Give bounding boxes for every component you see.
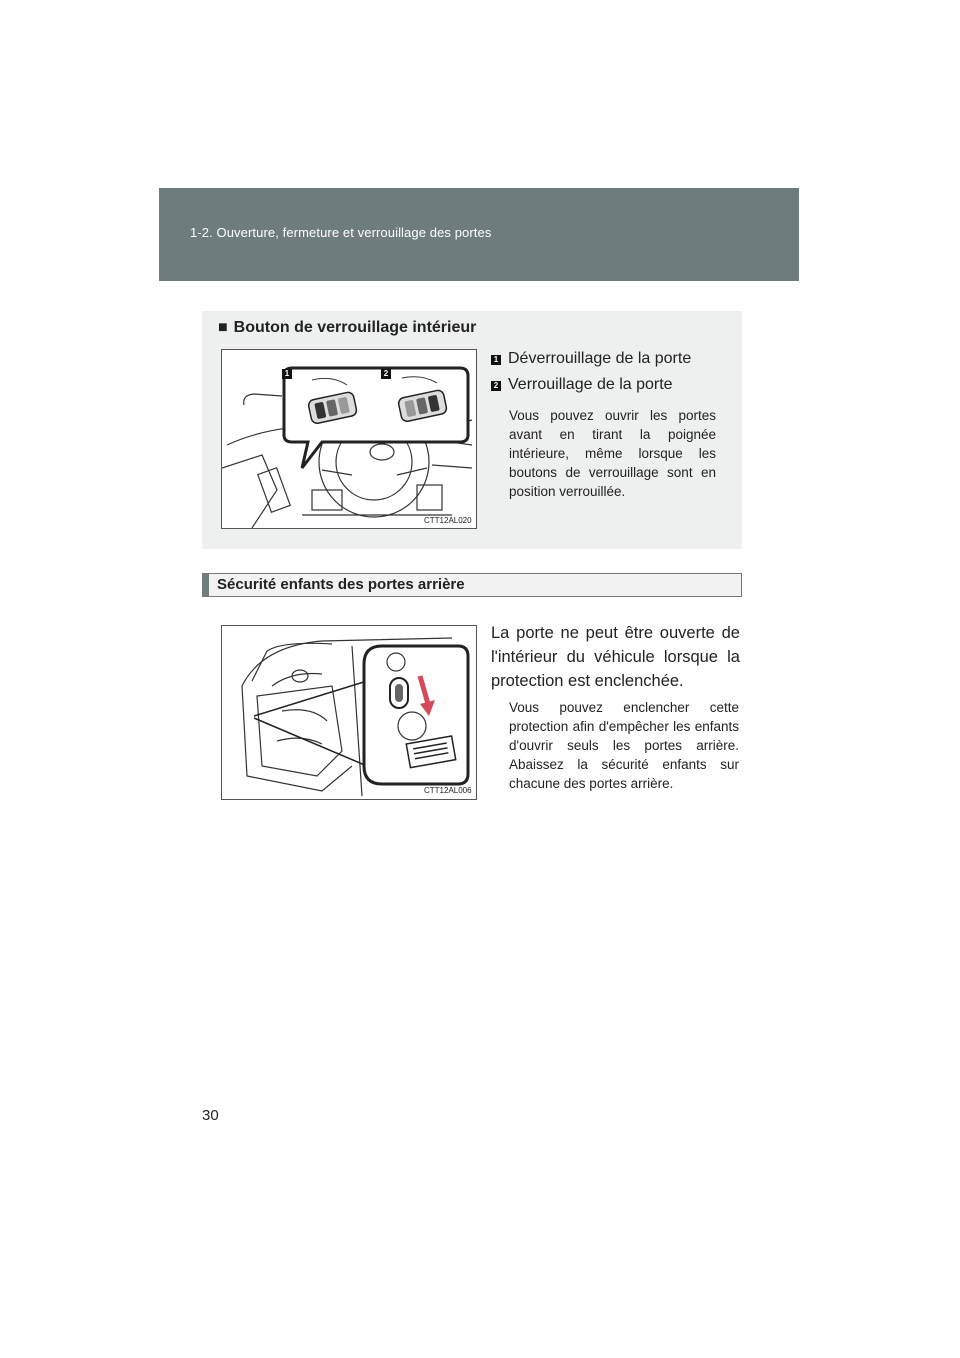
callout-2-badge: 2 — [381, 369, 391, 379]
image-code: CTT12AL020 — [424, 516, 472, 525]
interior-lock-title: ■ Bouton de verrouillage intérieur — [218, 319, 477, 336]
dashboard-drawing — [222, 350, 476, 528]
section-title: Sécurité enfants des portes arrière — [217, 576, 465, 593]
list-item — [491, 376, 673, 394]
number-badge: 2 — [491, 381, 501, 391]
child-lock-illustration — [221, 625, 477, 800]
page-number: 30 — [202, 1107, 219, 1124]
interior-lock-note: Vous pouvez ouvrir les portes avant en tirant la poignée intérieure, même lorsque les boutons de verrouillage sont en position verrouillée. — [509, 408, 716, 499]
chapter-title: 1-2. Ouverture, fermeture et verrouillage des portes — [190, 225, 492, 240]
child-lock-note: Vous pouvez enclencher cette protection afin d'empêcher les enfants d'ouvrir seuls les portes arrière. Abaissez la sécurité enfants sur chacune des portes arrière. — [509, 700, 739, 791]
section-accent — [203, 574, 209, 596]
image-code: CTT12AL006 — [424, 786, 472, 795]
item-label: Déverrouillage de la porte — [508, 350, 692, 367]
section-heading-bar — [202, 573, 742, 597]
square-bullet-icon: ■ — [218, 319, 228, 336]
callout-1-badge: 1 — [282, 369, 292, 379]
item-label: Verrouillage de la porte — [508, 376, 673, 393]
rear-door-drawing — [222, 626, 476, 799]
interior-lock-illustration — [221, 349, 477, 529]
list-item — [491, 350, 691, 368]
number-badge: 1 — [491, 355, 501, 365]
child-lock-paragraph: La porte ne peut être ouverte de l'intérieur du véhicule lorsque la protection est enclenchée. — [491, 624, 740, 690]
